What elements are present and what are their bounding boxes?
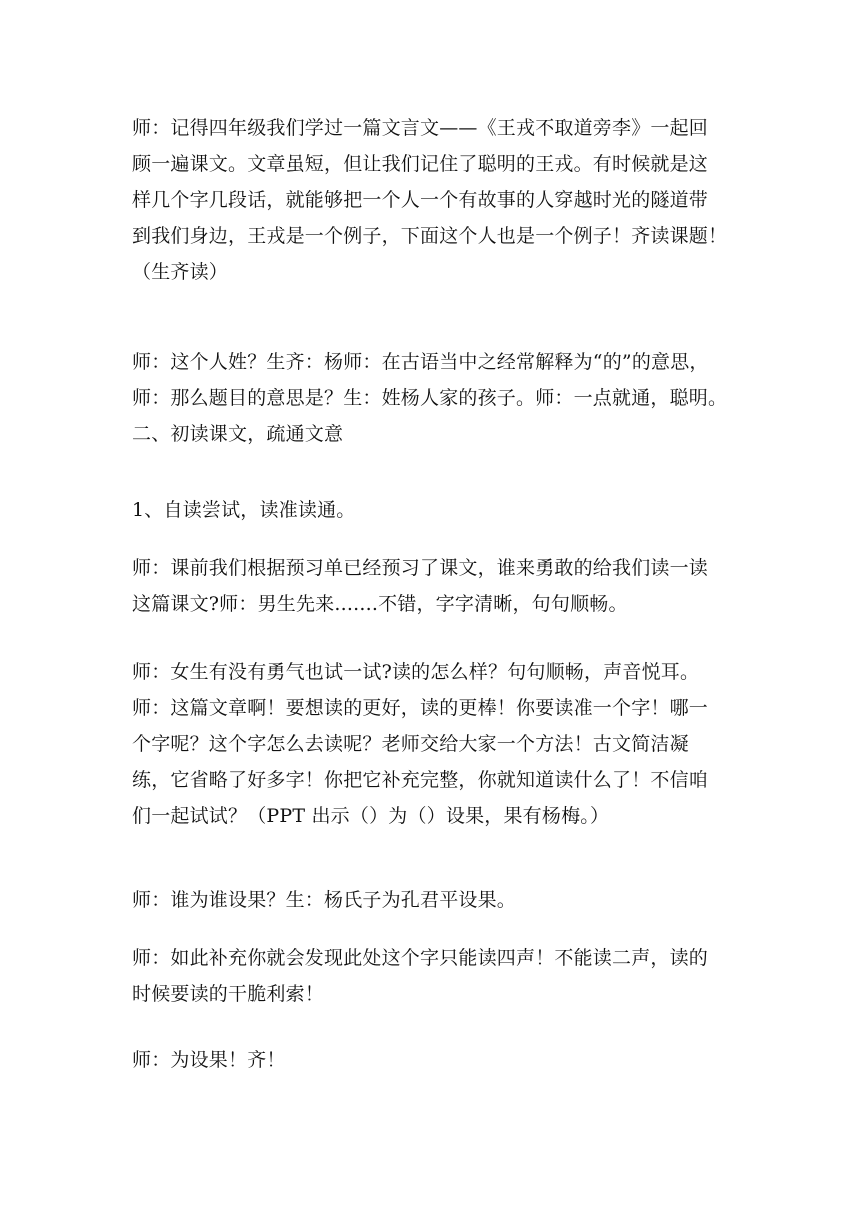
text-line: 师：这篇文章啊！要想读的更好，读的更棒！你要读准一个字！哪一 [132,697,709,719]
text-line: 师：女生有没有勇气也试一试?读的怎么样？句句顺畅，声音悦耳。 [132,661,700,683]
paragraph-who-sets-fruit [132,882,734,918]
paragraph-girls-reading [132,654,734,834]
text-line: 到我们身边，王戎是一个例子，下面这个人也是一个例子！齐读课题！ [132,225,728,247]
text-line: 师：课前我们根据预习单已经预习了课文，谁来勇敢的给我们读一读 [132,557,709,579]
text-line: 顾一遍课文。文章虽短，但让我们记住了聪明的王戎。有时候就是这 [132,153,709,175]
section-heading: 二、初读课文，疏通文意 [132,423,344,445]
paragraph-read-together [132,1042,734,1078]
text-line: 师：为设果！齐！ [132,1049,286,1071]
text-line: 师：如此补充你就会发现此处这个字只能读四声！不能读二声，读的 [132,947,709,969]
text-line: 个字呢？这个字怎么去读呢？老师交给大家一个方法！古文简洁凝 [132,733,689,755]
paragraph-title-meaning [132,344,734,452]
text-line: 时候要读的干脆利索！ [132,983,325,1005]
text-line: 师：这个人姓？生齐：杨师：在古语当中之经常解释为“的”的意思， [132,351,709,373]
text-line: 师：记得四年级我们学过一篇文言文——《王戎不取道旁李》一起回 [132,117,709,139]
text-line: 这篇课文?师：男生先来.......不错，字字清晰，句句顺畅。 [132,593,628,615]
text-line: （生齐读） [132,261,229,283]
subsection-heading: 1、自读尝试，读准读通。 [132,499,356,521]
paragraph-recall-lesson [132,110,734,290]
text-line: 们一起试试？（PPT 出示（）为（）设果，果有杨梅。） [132,805,610,827]
text-line: 练，它省略了好多字！你把它补充完整，你就知道读什么了！不信咱 [132,769,709,791]
text-line: 师：谁为谁设果？生：杨氏子为孔君平设果。 [132,889,517,911]
paragraph-self-reading [132,492,734,528]
paragraph-fourth-tone [132,940,734,1012]
text-line: 样几个字几段话，就能够把一个人一个有故事的人穿越时光的隧道带 [132,189,709,211]
text-line: 师：那么题目的意思是？生：姓杨人家的孩子。师：一点就通，聪明。 [132,387,728,409]
paragraph-boys-reading [132,550,734,622]
